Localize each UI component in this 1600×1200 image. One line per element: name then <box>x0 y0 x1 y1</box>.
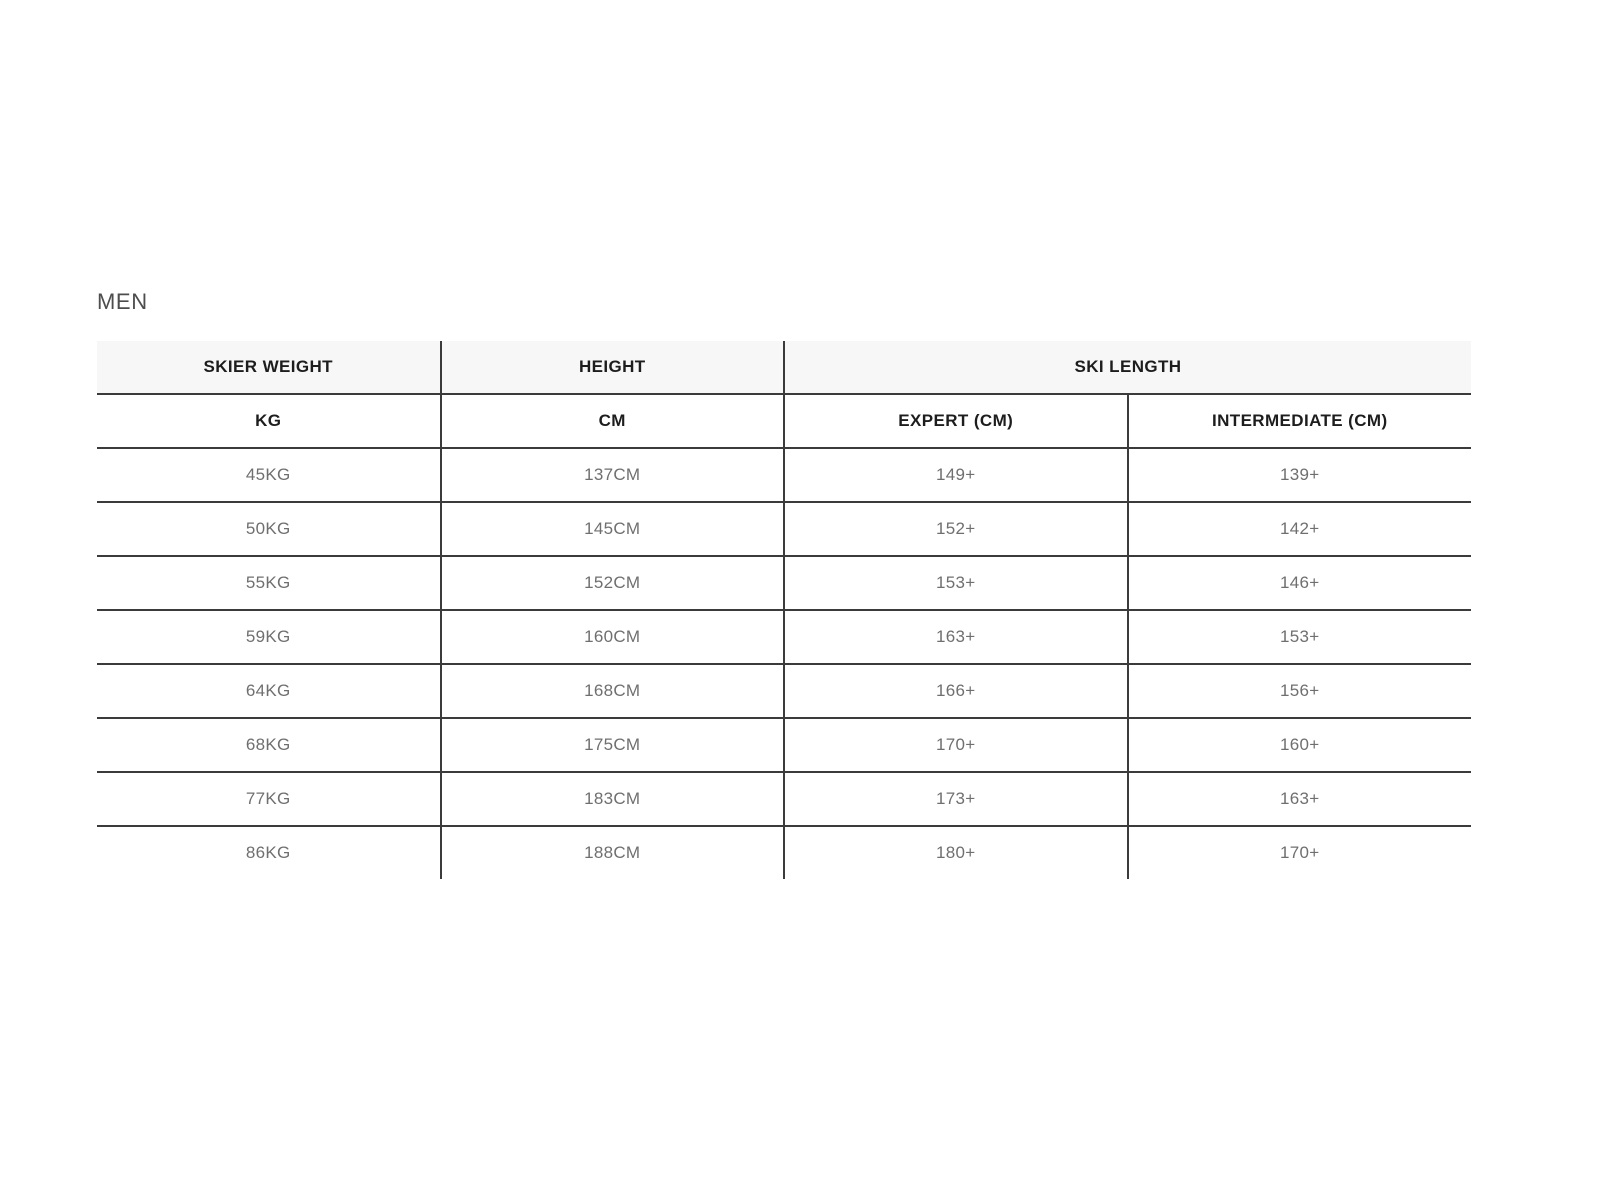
cell-intermediate-length: 160+ <box>1128 718 1472 772</box>
cell-intermediate-length: 139+ <box>1128 448 1472 502</box>
table-row <box>97 826 1471 879</box>
cell-intermediate-length: 142+ <box>1128 502 1472 556</box>
cell-intermediate-length: 146+ <box>1128 556 1472 610</box>
cell-intermediate-length: 153+ <box>1128 610 1472 664</box>
cell-weight: 45KG <box>97 448 441 502</box>
section-title: MEN <box>97 289 148 314</box>
subheader-cm: CM <box>441 394 785 448</box>
table-row <box>97 772 1471 826</box>
cell-height: 152CM <box>441 556 785 610</box>
subheader-kg: KG <box>97 394 441 448</box>
cell-expert-length: 166+ <box>784 664 1128 718</box>
cell-expert-length: 180+ <box>784 826 1128 879</box>
cell-height: 183CM <box>441 772 785 826</box>
cell-weight: 64KG <box>97 664 441 718</box>
table-header <box>97 341 1471 448</box>
cell-intermediate-length: 163+ <box>1128 772 1472 826</box>
table-row <box>97 556 1471 610</box>
cell-height: 160CM <box>441 610 785 664</box>
table-row <box>97 610 1471 664</box>
cell-expert-length: 149+ <box>784 448 1128 502</box>
table-body <box>97 448 1471 879</box>
cell-expert-length: 170+ <box>784 718 1128 772</box>
cell-height: 175CM <box>441 718 785 772</box>
cell-expert-length: 153+ <box>784 556 1128 610</box>
cell-weight: 55KG <box>97 556 441 610</box>
cell-height: 145CM <box>441 502 785 556</box>
cell-weight: 86KG <box>97 826 441 879</box>
men-ski-size-table <box>97 341 1471 879</box>
header-unit-row <box>97 394 1471 448</box>
cell-height: 168CM <box>441 664 785 718</box>
cell-height: 188CM <box>441 826 785 879</box>
header-skier-weight: SKIER WEIGHT <box>97 341 441 394</box>
subheader-intermediate-cm: INTERMEDIATE (CM) <box>1128 394 1472 448</box>
subheader-expert-cm: EXPERT (CM) <box>784 394 1128 448</box>
size-chart-section <box>97 289 1471 879</box>
table-row <box>97 448 1471 502</box>
cell-intermediate-length: 170+ <box>1280 843 1320 862</box>
cell-weight: 68KG <box>97 718 441 772</box>
cell-expert-length: 163+ <box>784 610 1128 664</box>
cell-expert-length: 152+ <box>784 502 1128 556</box>
cell-weight: 77KG <box>97 772 441 826</box>
header-ski-length: SKI LENGTH <box>784 341 1471 394</box>
cell-weight: 59KG <box>97 610 441 664</box>
cell-expert-length: 173+ <box>784 772 1128 826</box>
header-group-row <box>97 341 1471 394</box>
cell-weight: 50KG <box>97 502 441 556</box>
table-row <box>97 664 1471 718</box>
table-row <box>97 718 1471 772</box>
table-row <box>97 502 1471 556</box>
header-height: HEIGHT <box>441 341 785 394</box>
cell-height: 137CM <box>441 448 785 502</box>
cell-intermediate-length: 156+ <box>1128 664 1472 718</box>
